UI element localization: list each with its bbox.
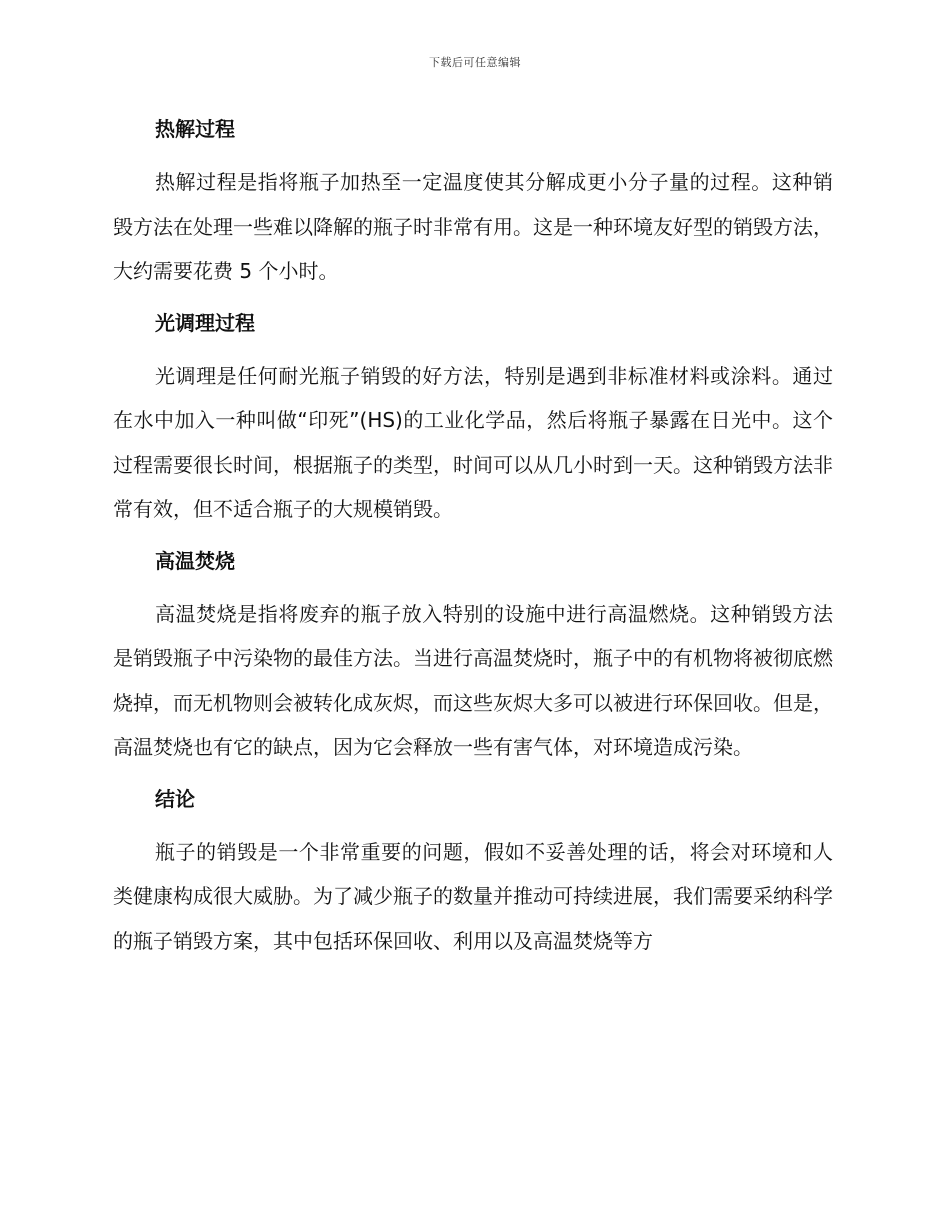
section-incineration — [113, 544, 833, 782]
section-conclusion — [113, 782, 833, 964]
section-heading: 高温焚烧 — [155, 548, 235, 573]
document-body — [113, 112, 833, 963]
section-paragraph: 热解过程是指将瓶子加热至一定温度使其分解成更小分子量的过程。这种销毁方法在处理一些难以降解的瓶子时非常有用。这是一种环境友好型的销毁方法，大约需要花费 5 个小时。 — [113, 170, 833, 283]
section-heading: 结论 — [155, 786, 195, 811]
section-heading: 光调理过程 — [155, 310, 255, 335]
section-photoconditioning — [113, 306, 833, 544]
section-paragraph: 瓶子的销毁是一个非常重要的问题，假如不妥善处理的话，将会对环境和人类健康构成很大威胁。为了减少瓶子的数量并推动可持续进展，我们需要采纳科学的瓶子销毁方案，其中包括环保回收、利用以及高温焚烧等方 — [113, 839, 833, 953]
section-heading: 热解过程 — [155, 117, 235, 141]
section-paragraph: 光调理是任何耐光瓶子销毁的好方法，特别是遇到非标准材料或涂料。通过在水中加入一种叫做“印死”(HS)的工业化学品，然后将瓶子暴露在日光中。这个过程需要很长时间，根据瓶子的类型，时间可以从几小时到一天。这种销毁方法非常有效，但不适合瓶子的大规模销毁。 — [113, 363, 833, 521]
section-paragraph: 高温焚烧是指将废弃的瓶子放入特别的设施中进行高温燃烧。这种销毁方法是销毁瓶子中污染物的最佳方法。当进行高温焚烧时，瓶子中的有机物将被彻底燃烧掉，而无机物则会被转化成灰烬，而这些灰烬大多可以被进行环保回收。但是，高温焚烧也有它的缺点，因为它会释放一些有害气体，对环境造成污染。 — [113, 601, 833, 759]
section-pyrolysis — [113, 112, 833, 306]
header-note: 下载后可任意编辑 — [429, 56, 521, 69]
